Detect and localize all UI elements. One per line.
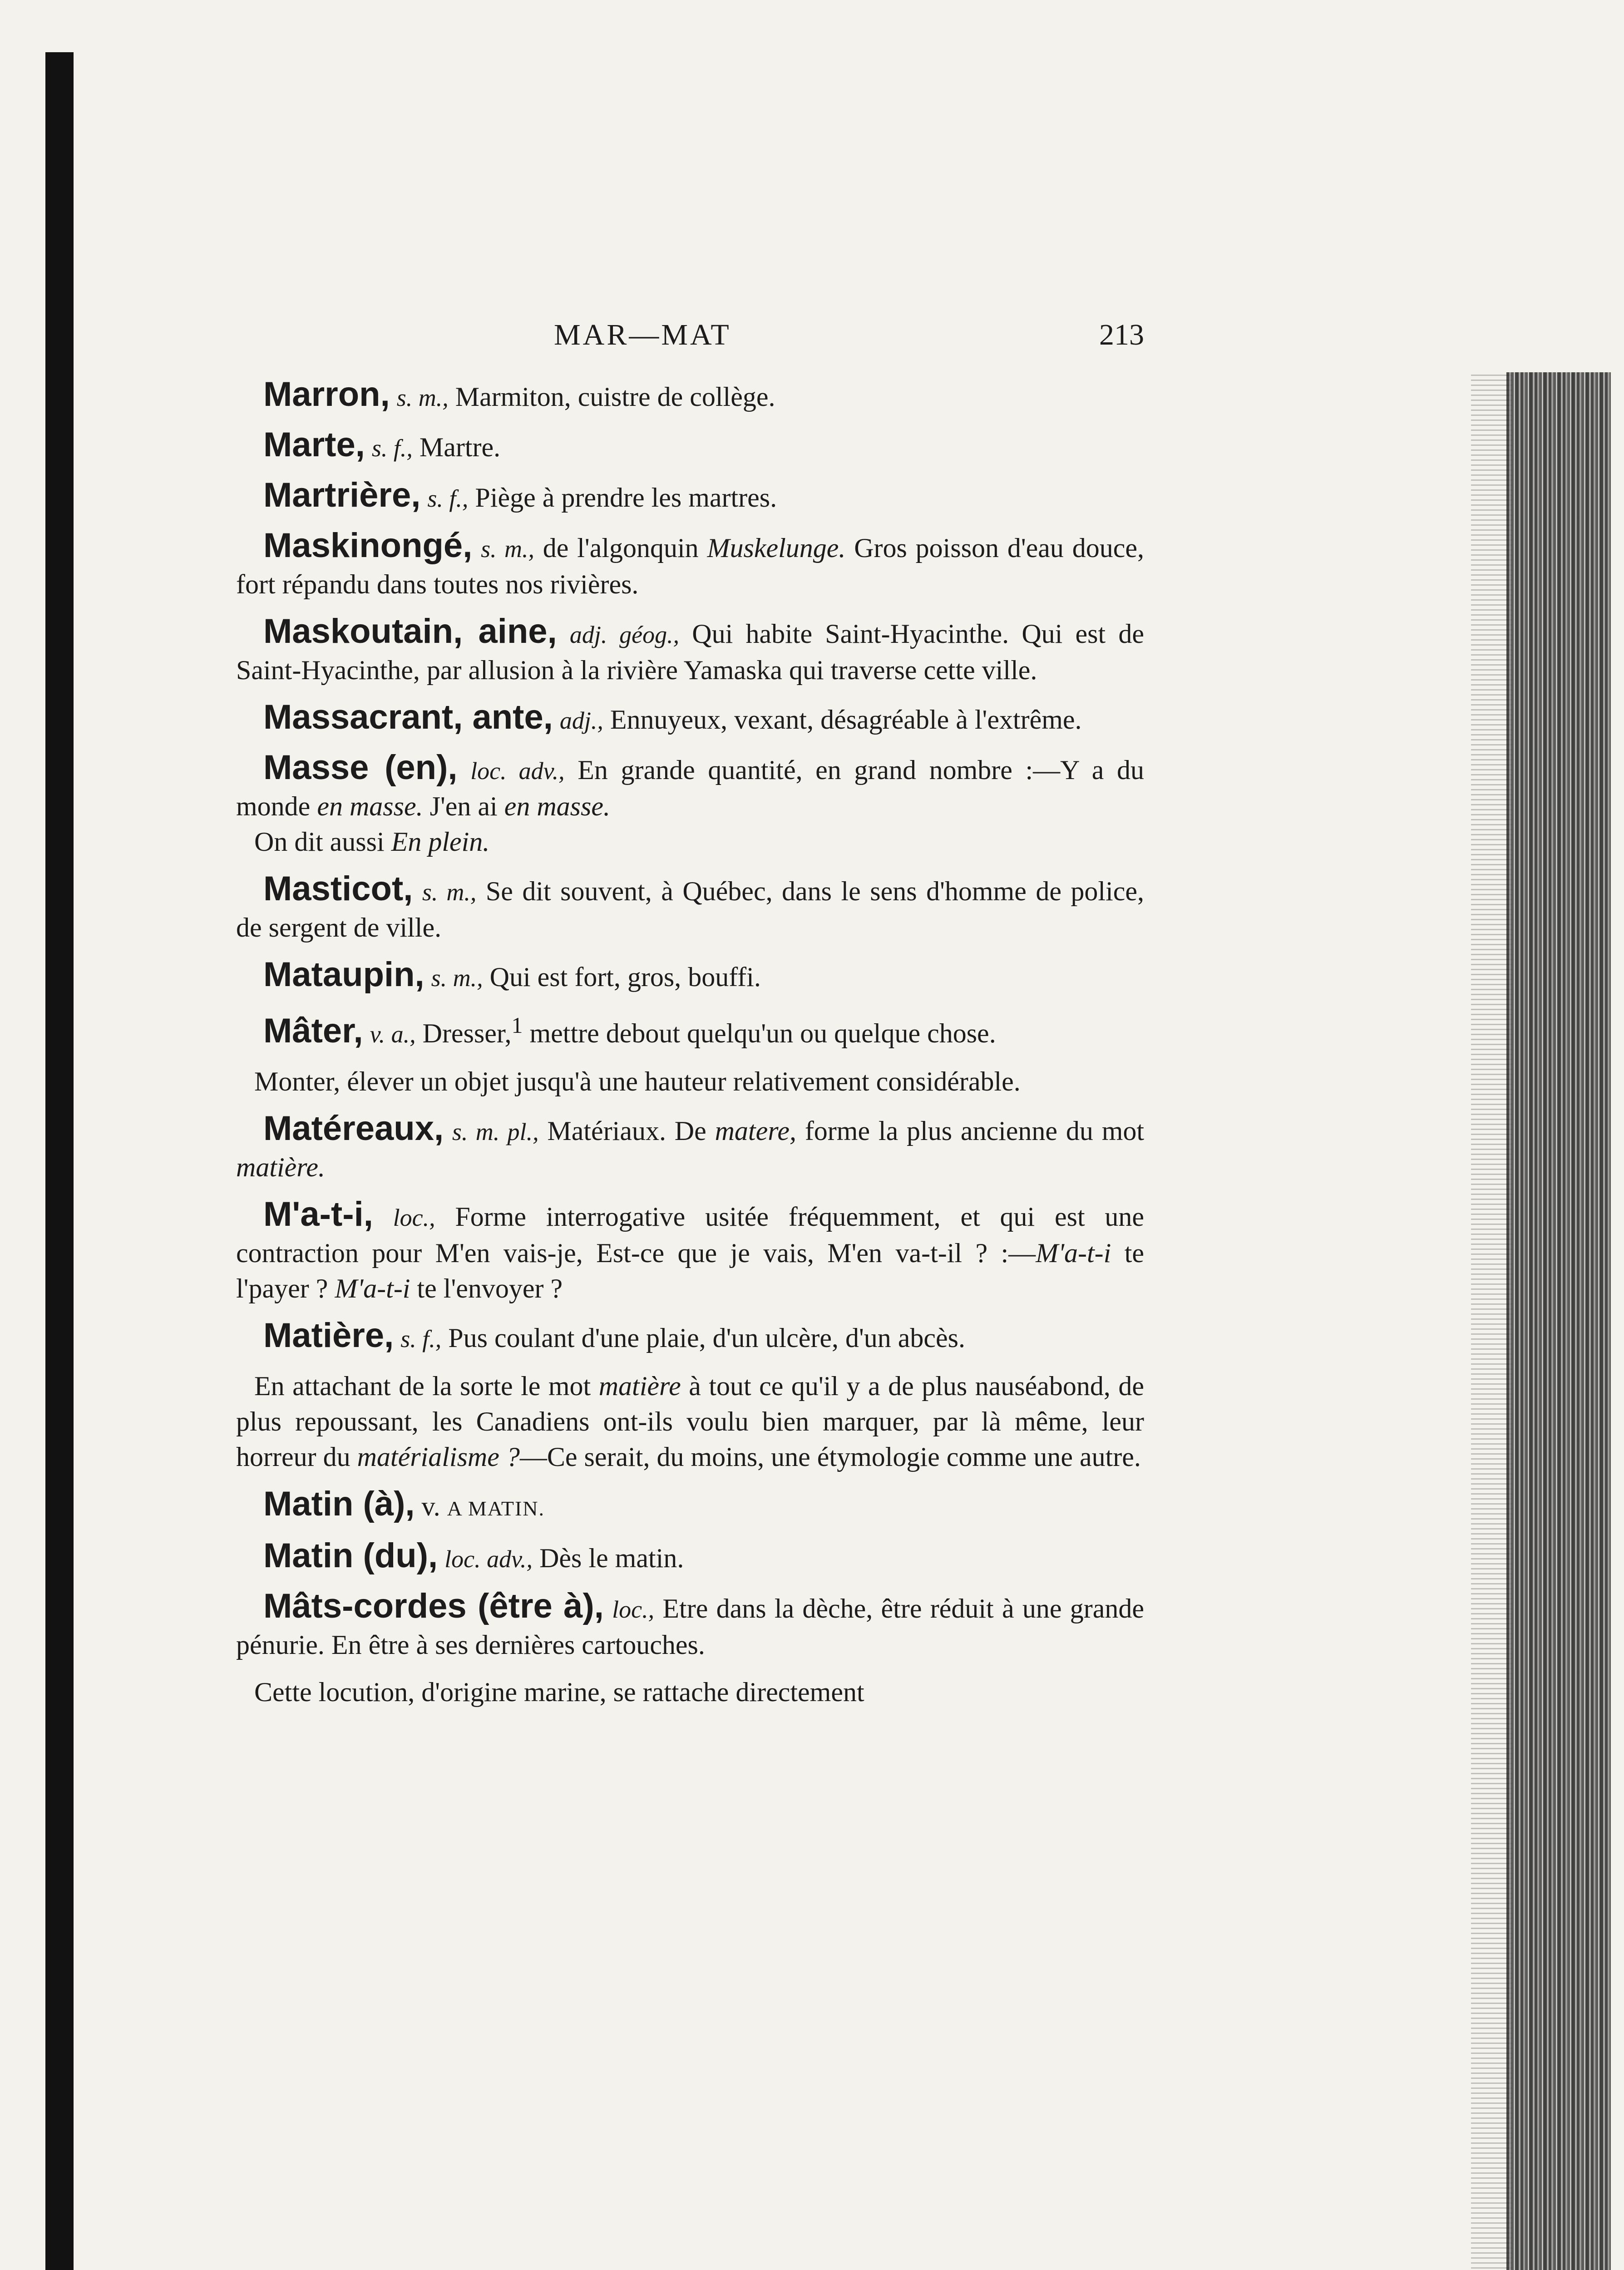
sub-paragraph-text: —Ce serait, du moins, une étymologie comme une autre. (519, 1442, 1141, 1472)
definition-italic: Muskelunge. (707, 533, 846, 563)
sub-paragraph-text: En attachant de la sorte le mot (254, 1371, 591, 1401)
scan-edge-right (1506, 372, 1611, 2270)
headword: Masticot, (263, 869, 413, 908)
entry-marte (236, 427, 1144, 466)
headword: Matéreaux, (263, 1109, 444, 1148)
definition: Forme interrogative usitée fréquemment, et qui est une contraction pour M'en vais-je, Est-ce que je vais, M'en va-t-il ? :— (236, 1202, 1145, 1268)
definition: En grande quantité, en grand nombre :—Y a du monde (236, 755, 1145, 821)
headword: Matière, (263, 1316, 394, 1355)
dictionary-column (236, 377, 1144, 1722)
headword: M'a-t-i, (263, 1195, 373, 1234)
definition: Qui est fort, gros, bouffi. (489, 962, 761, 992)
definition-continued: Gros poisson d'eau douce, fort répandu dans toutes nos rivières. (236, 533, 1144, 599)
definition-continued: te l'envoyer ? (417, 1273, 563, 1303)
grammar-label: s. m. pl., (452, 1118, 539, 1145)
definition-continued: mettre debout quelqu'un ou quelque chose. (529, 1018, 996, 1048)
entry-m-a-t-i (236, 1197, 1144, 1306)
binding-shadow-left (45, 52, 74, 2270)
running-title: MAR—MAT (554, 318, 731, 351)
definition: Se dit souvent, à Québec, dans le sens d'homme de police, de sergent de ville. (236, 876, 1145, 943)
sub-paragraph-mats-cordes: Cette locution, d'origine marine, se rattache directement (254, 1677, 864, 1707)
headword: Marron, (263, 375, 390, 414)
definition-italic: matere, (715, 1116, 796, 1146)
definition-continued: te l'payer ? (236, 1238, 1144, 1303)
sub-paragraph-matiere (236, 1368, 1144, 1475)
headword: Matin (à), (263, 1485, 415, 1523)
grammar-label: s. f., (400, 1325, 442, 1352)
headword: Mâter, (263, 1012, 363, 1050)
entry-martriere (236, 478, 1144, 516)
definition: Pus coulant d'une plaie, d'un ulcère, d'un abcès. (448, 1323, 966, 1353)
definition-italic: en masse. (504, 791, 610, 821)
grammar-label: s. m., (422, 878, 477, 906)
definition: Etre dans la dèche, être réduit à une grande pénurie. En être à ses dernières cartouches. (236, 1594, 1144, 1660)
grammar-label: s. m., (396, 384, 449, 411)
entry-marron (236, 377, 1144, 415)
cross-reference: A MATIN. (447, 1497, 545, 1520)
sub-paragraph-italic: En plein. (391, 827, 490, 857)
entry-mats-cordes (236, 1589, 1144, 1663)
definition: Matériaux. De (547, 1116, 706, 1146)
headword: Masse (en), (263, 748, 458, 787)
definition: v. (421, 1491, 440, 1521)
grammar-label: loc. adv., (444, 1545, 533, 1573)
sub-paragraph-italic: matérialisme ? (357, 1442, 520, 1472)
headword: Maskinongé, (263, 526, 473, 565)
sub-paragraph: On dit aussi (254, 827, 385, 857)
entry-matereaux (236, 1111, 1144, 1185)
definition-italic: M'a-t-i (335, 1273, 410, 1303)
headword: Matin (du), (263, 1536, 438, 1575)
entry-maskinonge (236, 528, 1144, 602)
definition: Marmiton, cuistre de collège. (455, 382, 775, 412)
grammar-label: v. a., (370, 1021, 416, 1048)
definition: Martre. (419, 432, 501, 462)
entry-massacrant (236, 700, 1144, 738)
entry-masticot (236, 871, 1144, 945)
entry-maskoutain (236, 614, 1144, 688)
definition: Dès le matin. (539, 1543, 684, 1573)
definition: Piège à prendre les martres. (475, 483, 777, 513)
headword: Maskoutain, aine, (263, 612, 557, 651)
footnote-marker: 1 (511, 1012, 523, 1038)
definition-italic: M'a-t-i (1036, 1238, 1111, 1268)
page-header (236, 318, 1144, 359)
definition-italic: en masse. (317, 791, 423, 821)
definition: Ennuyeux, vexant, désagréable à l'extrême. (610, 705, 1082, 735)
grammar-label: s. m., (431, 964, 483, 992)
headword: Massacrant, ante, (263, 698, 553, 736)
entry-mater (236, 1007, 1144, 1052)
grammar-label: s. f., (427, 485, 469, 512)
entry-matiere (236, 1318, 1144, 1357)
definition: Dresser, (422, 1018, 512, 1048)
entry-mataupin (236, 957, 1144, 996)
scan-noise-right (1471, 372, 1512, 2270)
headword: Mâts-cordes (être à), (263, 1587, 604, 1625)
definition-continued: forme la plus ancienne du mot (805, 1116, 1145, 1146)
entry-matin-a (236, 1486, 1144, 1526)
definition-continued: J'en ai (429, 791, 498, 821)
grammar-label: s. f., (371, 434, 413, 462)
sub-paragraph-text: à tout ce qu'il y a de plus nauséabond, de plus repoussant, les Canadiens ont-ils voulu bien marquer, par là même, leur horreur du (236, 1371, 1145, 1472)
grammar-label: loc. adv., (470, 757, 565, 785)
sub-paragraph-italic: matière (598, 1371, 681, 1401)
grammar-label: s. m., (481, 535, 534, 563)
definition: de l'algonquin (543, 533, 699, 563)
grammar-label: adj., (559, 707, 603, 734)
definition: Qui habite Saint-Hyacinthe. Qui est de Saint-Hyacinthe, par allusion à la rivière Yamaska qui traverse cette ville. (236, 619, 1145, 685)
page-number: 213 (1099, 318, 1144, 351)
sub-paragraph-mater: Monter, élever un objet jusqu'à une hauteur relativement considérable. (254, 1066, 1021, 1096)
grammar-label: loc., (612, 1596, 655, 1623)
headword: Martrière, (263, 476, 421, 514)
grammar-label: loc., (393, 1204, 435, 1231)
grammar-label: adj. géog., (569, 621, 680, 648)
headword: Mataupin, (263, 955, 425, 994)
headword: Marte, (263, 425, 365, 464)
definition-italic: matière. (236, 1152, 326, 1182)
entry-masse (236, 750, 1144, 859)
entry-matin-du (236, 1538, 1144, 1577)
